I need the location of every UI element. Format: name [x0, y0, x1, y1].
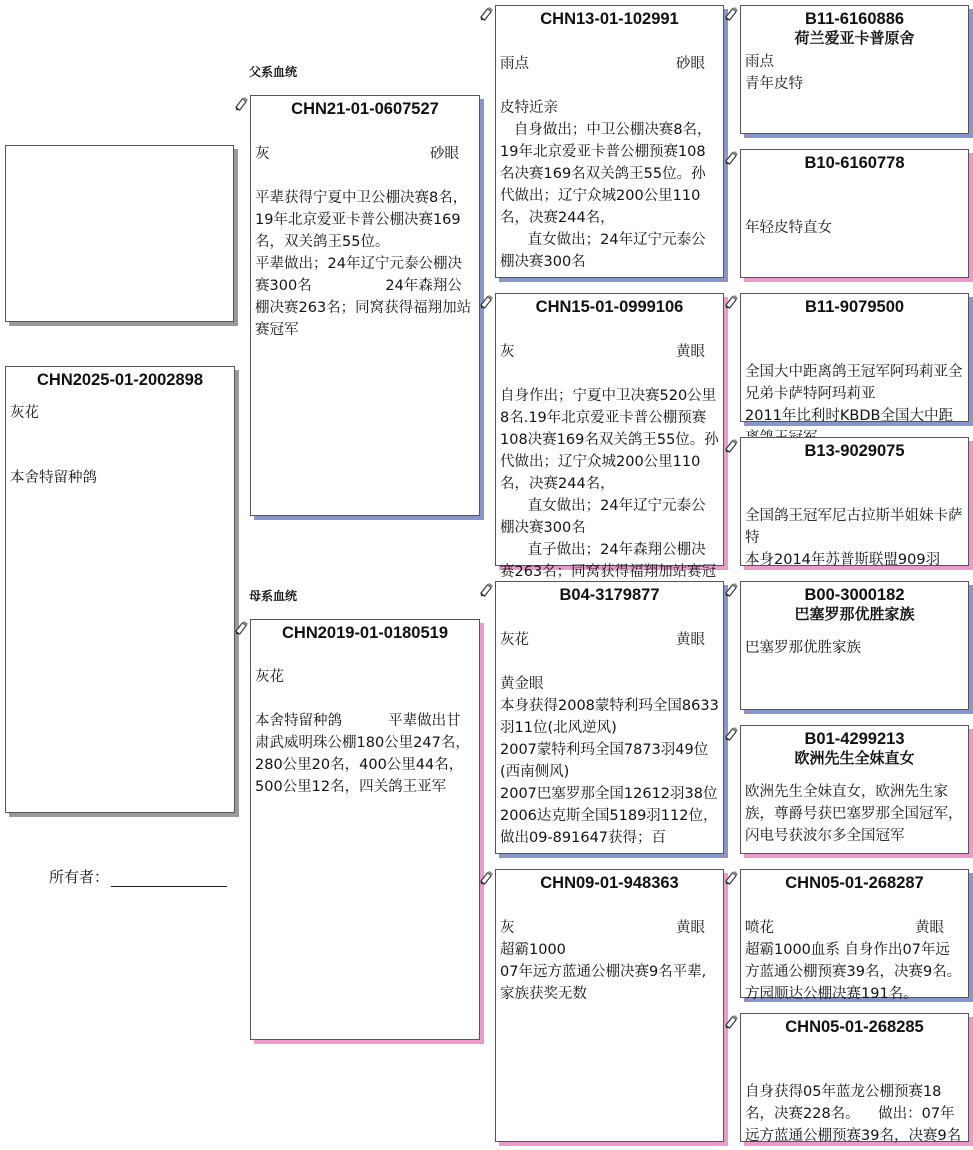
subject-color: 灰花 [10, 405, 39, 421]
dam-desc: 本舍特留种鸽 平辈做出甘肃武威明珠公棚180公里247名，280公里20名，400公里44名，500公里12名，四关鸽王亚军 [255, 713, 470, 795]
edit-pencil-icon[interactable] [479, 582, 494, 597]
sdd-card [740, 437, 969, 566]
sds-card [740, 293, 969, 422]
dds-card [740, 869, 969, 1002]
sdd-ring: B13-9029075 [804, 442, 905, 460]
dds-color: 喷花 [745, 920, 774, 936]
sire-sire-color: 雨点 [500, 56, 529, 72]
dam-sire-card [495, 581, 724, 854]
sire-color: 灰 [255, 146, 270, 162]
dds-ring: CHN05-01-268287 [785, 874, 924, 892]
ddd-ring: CHN05-01-268285 [785, 1018, 924, 1036]
dam-sire-eye: 黄眼 [676, 632, 705, 648]
subject-ring: CHN2025-01-2002898 [36, 371, 204, 389]
dsd-desc: 欧洲先生全妹直女，欧洲先生家族，尊爵号获巴塞罗那全国冠军，闪电号获波尔多全国冠军 [745, 784, 963, 844]
ssd-card [740, 149, 969, 278]
dam-dam-ring: CHN09-01-948363 [540, 874, 679, 892]
dam-dam-eye: 黄眼 [676, 920, 705, 936]
edit-pencil-icon[interactable] [724, 438, 739, 453]
ssd-ring: B10-6160778 [804, 154, 905, 172]
dam-sire-color: 灰花 [500, 632, 529, 648]
dam-ring: CHN2019-01-0180519 [281, 624, 449, 642]
dds-eye: 黄眼 [915, 920, 944, 936]
ssd-desc: 年轻皮特直女 [745, 220, 832, 236]
sire-eye: 砂眼 [430, 146, 459, 162]
sire-dam-desc: 自身作出；宁夏中卫决赛520公里8名.19年北京爱亚卡普公棚预赛108决赛169名双关鸽王55位。孙代做出；辽宁众城200公里110名，决赛244名， 直女做出；24年辽宁元泰公棚决赛300名 直子做出；24年森翔公棚决赛263名；同窝获得福翔加站赛冠 [500, 388, 719, 580]
sire-desc: 平辈获得宁夏中卫公棚决赛8名， 19年北京爱亚卡普公棚决赛169名，双关鸽王55位。 平辈做出；24年辽宁元泰公棚决赛300名 24年森翔公棚决赛263名；同窝获得福翔加站赛冠军 [255, 190, 472, 338]
owner-label: 所有者： [49, 868, 110, 886]
sss-ring: B11-6160886 [804, 10, 905, 28]
dam-sire-ring: B04-3179877 [559, 586, 660, 604]
dam-sire-desc: 黄金眼 本身获得2008蒙特利玛全国8633羽11位(北风逆风) 2007蒙特利玛全国7873羽49位(西南侧风) 2007巴塞罗那全国12612羽38位 2006达克斯全国5189羽112位，做出09-891647获得；百 [500, 676, 719, 846]
sds-ring: B11-9079500 [804, 298, 905, 316]
dss-desc: 巴塞罗那优胜家族 [745, 640, 861, 656]
dss-name: 巴塞罗那优胜家族 [794, 606, 915, 623]
edit-pencil-icon[interactable] [724, 1014, 739, 1029]
edit-pencil-icon[interactable] [479, 870, 494, 885]
dsd-name: 欧洲先生全妹直女 [794, 750, 915, 767]
owner-line[interactable] [111, 868, 227, 887]
sire-sire-desc: 皮特近亲 自身做出；中卫公棚决赛8名，19年北京爱亚卡普公棚预赛108名决赛169名双关鸽王55位。孙代做出；辽宁众城200公里110名，决赛244名， 直女做出；24年辽宁元泰公棚决赛300名 [500, 100, 712, 270]
sire-sire-card [495, 5, 724, 278]
sss-card [740, 5, 969, 134]
subject-card [5, 366, 235, 813]
dds-desc: 超霸1000血系 自身作出07年远方蓝通公棚预赛39名，决赛9名。方园顺达公棚决赛191名。 [745, 942, 962, 1002]
dss-ring: B00-3000182 [804, 586, 905, 604]
sire-card [250, 95, 480, 516]
edit-pencil-icon[interactable] [479, 6, 494, 21]
father-line-label: 父系血统 [249, 65, 298, 79]
dsd-card [740, 725, 969, 854]
sdd-desc: 全国鸽王冠军尼古拉斯半姐妹卡萨特 本身2014年苏普斯联盟909羽 [745, 508, 963, 568]
dam-color: 灰花 [255, 669, 284, 685]
sds-desc: 全国大中距离鸽王冠军阿玛莉亚全兄弟卡萨特阿玛莉亚 2011年比利时KBDB全国大中距 [745, 364, 963, 424]
sire-dam-eye: 黄眼 [676, 344, 705, 360]
dam-dam-card [495, 869, 724, 1142]
edit-pencil-icon[interactable] [724, 870, 739, 885]
ddd-card [740, 1013, 969, 1142]
ddd-desc: 自身获得05年蓝龙公棚预赛18名，决赛228名。 做出：07年远方蓝通公棚预赛39名，决赛9名 [745, 1084, 962, 1144]
dam-card [250, 619, 480, 1040]
dam-dam-desc: 超霸1000 07年远方蓝通公棚决赛9名平辈,家族获奖无数 [500, 942, 707, 1002]
edit-pencil-icon[interactable] [724, 294, 739, 309]
dsd-ring: B01-4299213 [804, 730, 905, 748]
edit-pencil-icon[interactable] [724, 582, 739, 597]
dam-dam-color: 灰 [500, 920, 515, 936]
sire-sire-ring: CHN13-01-102991 [540, 10, 679, 28]
owner-field [49, 866, 227, 887]
edit-pencil-icon[interactable] [724, 150, 739, 165]
edit-pencil-icon[interactable] [234, 96, 249, 111]
dss-card [740, 581, 969, 710]
mother-line-label: 母系血统 [249, 589, 298, 603]
edit-pencil-icon[interactable] [724, 726, 739, 741]
sire-ring: CHN21-01-0607527 [291, 100, 439, 118]
sire-dam-color: 灰 [500, 344, 515, 360]
edit-pencil-icon[interactable] [234, 620, 249, 635]
sire-dam-card [495, 293, 724, 580]
sire-dam-ring: CHN15-01-0999106 [535, 298, 684, 316]
photo-box [5, 145, 234, 322]
subject-desc: 本舍特留种鸽 [10, 470, 97, 486]
edit-pencil-icon[interactable] [479, 294, 494, 309]
sss-desc: 雨点 青年皮特 [745, 54, 803, 92]
sire-sire-eye: 砂眼 [676, 56, 705, 72]
edit-pencil-icon[interactable] [724, 6, 739, 21]
sss-name: 荷兰爱亚卡普原舍 [794, 30, 915, 47]
